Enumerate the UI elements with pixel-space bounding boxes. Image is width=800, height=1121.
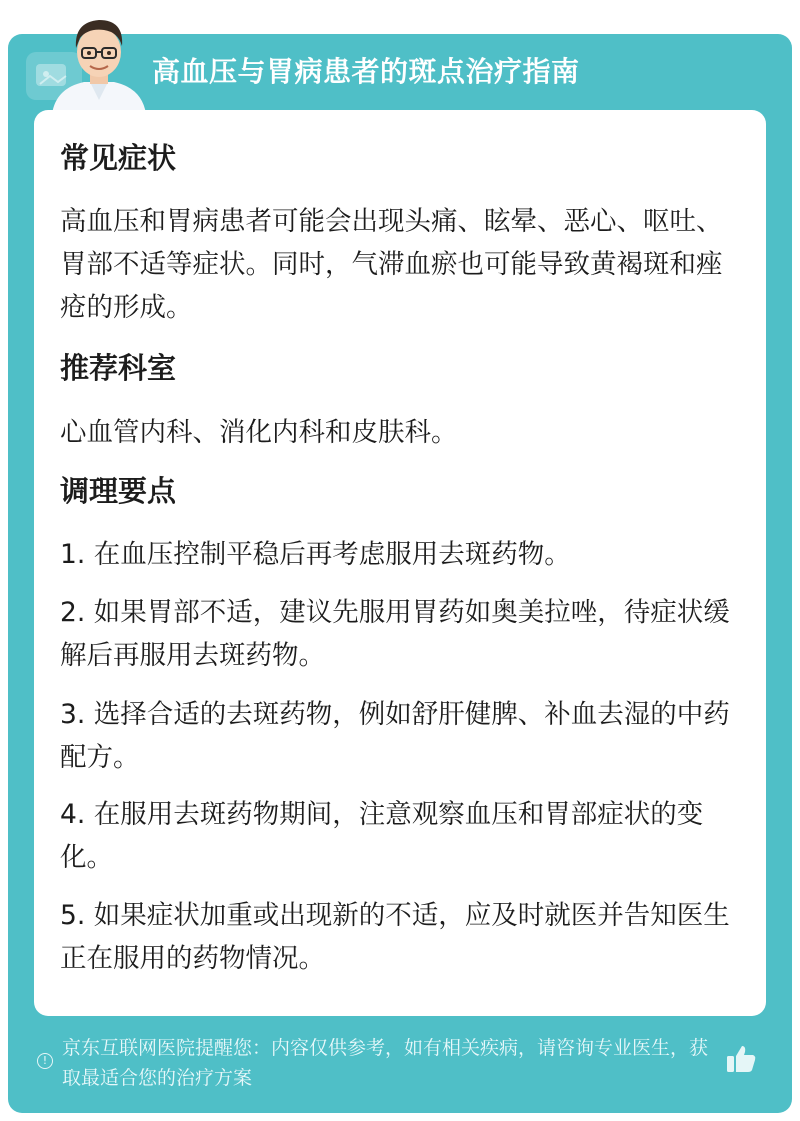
doctor-avatar [44, 8, 154, 114]
section-title-care-points: 调理要点 [60, 474, 177, 508]
info-icon: ! [37, 1053, 53, 1069]
care-point-3: 3. 选择合适的去斑药物，例如舒肝健脾、补血去湿的中药配方。 [60, 699, 730, 773]
care-point-2: 2. 如果胃部不适，建议先服用胃药如奥美拉唑，待症状缓解后再服用去斑药物。 [60, 597, 730, 671]
care-point-4: 4. 在服用去斑药物期间，注意观察血压和胃部症状的变化。 [60, 799, 704, 873]
care-point-1: 1. 在血压控制平稳后再考虑服用去斑药物。 [60, 539, 571, 570]
departments-paragraph: 心血管内科、消化内科和皮肤科。 [60, 417, 458, 448]
section-title-symptoms: 常见症状 [60, 141, 177, 175]
footer-notice: 京东互联网医院提醒您：内容仅供参考，如有相关疾病，请咨询专业医生，获取最适合您的治疗方案 [62, 1037, 709, 1089]
thumbs-up-icon[interactable] [724, 1042, 758, 1076]
care-point-5: 5. 如果症状加重或出现新的不适，应及时就医并告知医生正在服用的药物情况。 [60, 900, 730, 974]
section-title-departments: 推荐科室 [60, 351, 177, 385]
page-title: 高血压与胃病患者的斑点治疗指南 [152, 55, 580, 88]
symptoms-paragraph: 高血压和胃病患者可能会出现头痛、眩晕、恶心、呕吐、胃部不适等症状。同时，气滞血瘀也可能导致黄褐斑和痤疮的形成。 [60, 206, 723, 323]
